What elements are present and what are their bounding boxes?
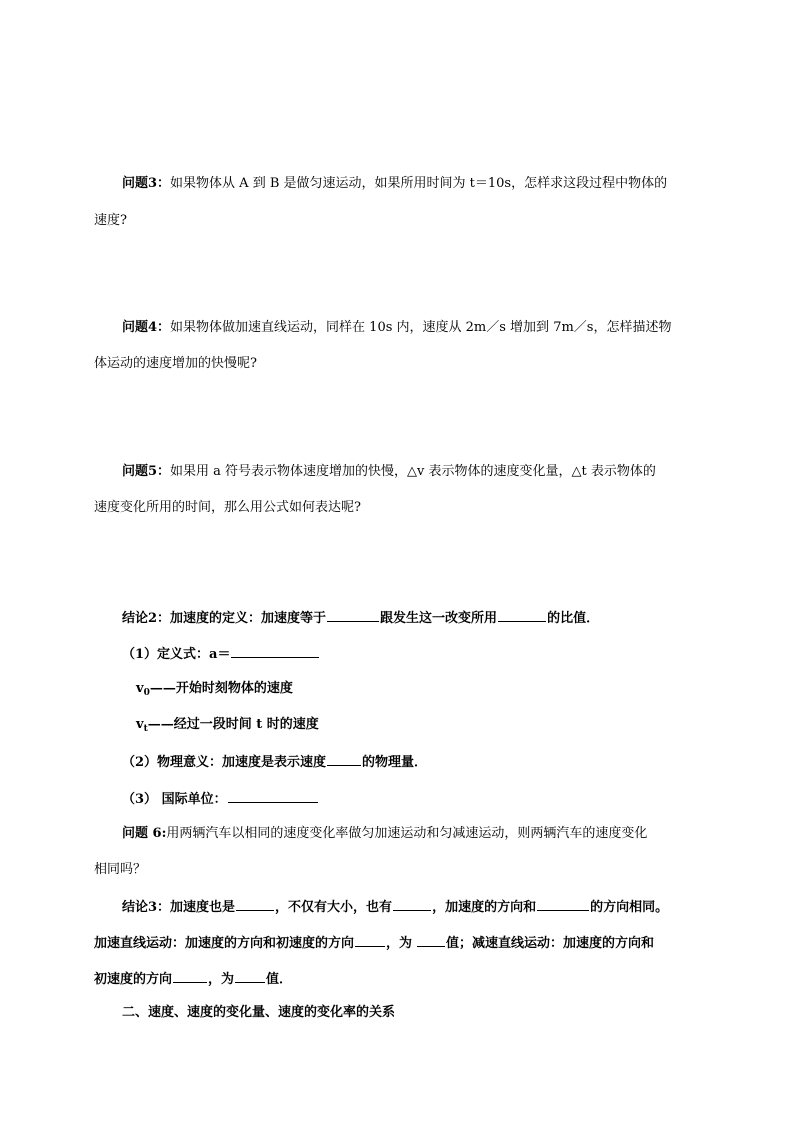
blank-unit <box>228 790 318 803</box>
c3-b1: 加速直线运动：加速度的方向和初速度的方向 <box>94 936 355 951</box>
definition-formula <box>122 645 320 663</box>
q5-text-1: 如果用 a 符号表示物体速度增加的快慢，△v 表示物体的速度变化量，△t 表示物体的 <box>170 464 656 479</box>
blank-accel-dir <box>355 934 385 947</box>
c3-c1: 初速度的方向 <box>94 972 173 987</box>
q5-line1 <box>122 464 656 480</box>
v0-symbol: v <box>136 681 144 696</box>
q3-label: 问题3： <box>122 176 171 191</box>
physical-meaning <box>122 753 427 771</box>
conclusion3-line2 <box>94 934 654 952</box>
q4-text-1: 如果物体做加速直线运动，同样在 10s 内，速度从 2m／s 增加到 7m／s，怎样描述物 <box>170 320 672 335</box>
conclusion3-line3 <box>94 970 292 988</box>
v0-description: ——开始时刻物体的速度 <box>149 681 293 696</box>
c3-c2: ，为 <box>208 972 235 987</box>
v0-line <box>136 681 293 697</box>
c3-c3: 值． <box>266 972 293 987</box>
c3-a3: ，加速度的方向和 <box>432 900 537 915</box>
q6-line2: 相同吗？ <box>94 862 147 877</box>
c3-b3: 值；减速直线运动：加速度的方向和 <box>446 936 655 951</box>
q5-label: 问题5： <box>122 464 171 479</box>
q6-label: 问题 6: <box>122 826 167 841</box>
q5-line2: 速度变化所用的时间，那么用公式如何表达呢? <box>94 500 361 515</box>
blank-time <box>498 609 546 622</box>
blank-meaning <box>327 753 361 766</box>
blank-decel-dir <box>173 970 207 983</box>
vt-description: ——经过一段时间 t 时的速度 <box>147 717 319 732</box>
q3-line1 <box>122 176 667 192</box>
vt-symbol: v <box>136 717 144 732</box>
vt-subscript: t <box>143 724 148 734</box>
q3-line2: 速度? <box>94 213 127 228</box>
meaning-part2: 的物理量． <box>362 755 428 770</box>
si-unit <box>122 790 319 808</box>
q6-line1 <box>122 826 647 842</box>
def-label: （1）定义式：a＝ <box>122 647 231 662</box>
unit-label: （3） 国际单位： <box>122 792 227 807</box>
c3-a2: ，不仅有大小，也有 <box>275 900 393 915</box>
q6-text-1: 用两辆汽车以相同的速度变化率做匀加速运动和匀减速运动，则两辆汽车的速度变化 <box>166 826 648 841</box>
conclusion3-line1 <box>122 898 668 916</box>
q4-line1 <box>122 320 671 336</box>
v0-subscript: 0 <box>143 688 150 698</box>
blank-direction <box>393 898 431 911</box>
blank-accel-sign <box>417 934 445 947</box>
q3-text-1: 如果物体从 A 到 B 是做匀速运动，如果所用时间为 t＝10s，怎样求这段过程中物体的 <box>170 176 668 191</box>
blank-delta-v <box>537 898 589 911</box>
c2-part1: 结论2：加速度的定义：加速度等于 <box>122 611 327 626</box>
c2-part3: 的比值． <box>547 611 600 626</box>
c3-a4: 的方向相同。 <box>590 900 669 915</box>
blank-change <box>327 609 379 622</box>
blank-vector <box>236 898 274 911</box>
c3-a1: 结论3：加速度也是 <box>122 900 236 915</box>
conclusion2-definition <box>122 609 599 627</box>
q4-line2: 体运动的速度增加的快慢呢? <box>94 356 257 371</box>
c3-b2: ，为 <box>386 936 413 951</box>
section-heading: 二、速度、速度的变化量、速度的变化率的关系 <box>122 1005 396 1020</box>
meaning-part1: （2）物理意义：加速度是表示速度 <box>122 755 327 770</box>
q4-label: 问题4： <box>122 320 171 335</box>
vt-line <box>136 717 319 733</box>
blank-formula <box>231 645 319 658</box>
blank-decel-sign <box>235 970 265 983</box>
c2-part2: 跟发生这一改变所用 <box>380 611 498 626</box>
